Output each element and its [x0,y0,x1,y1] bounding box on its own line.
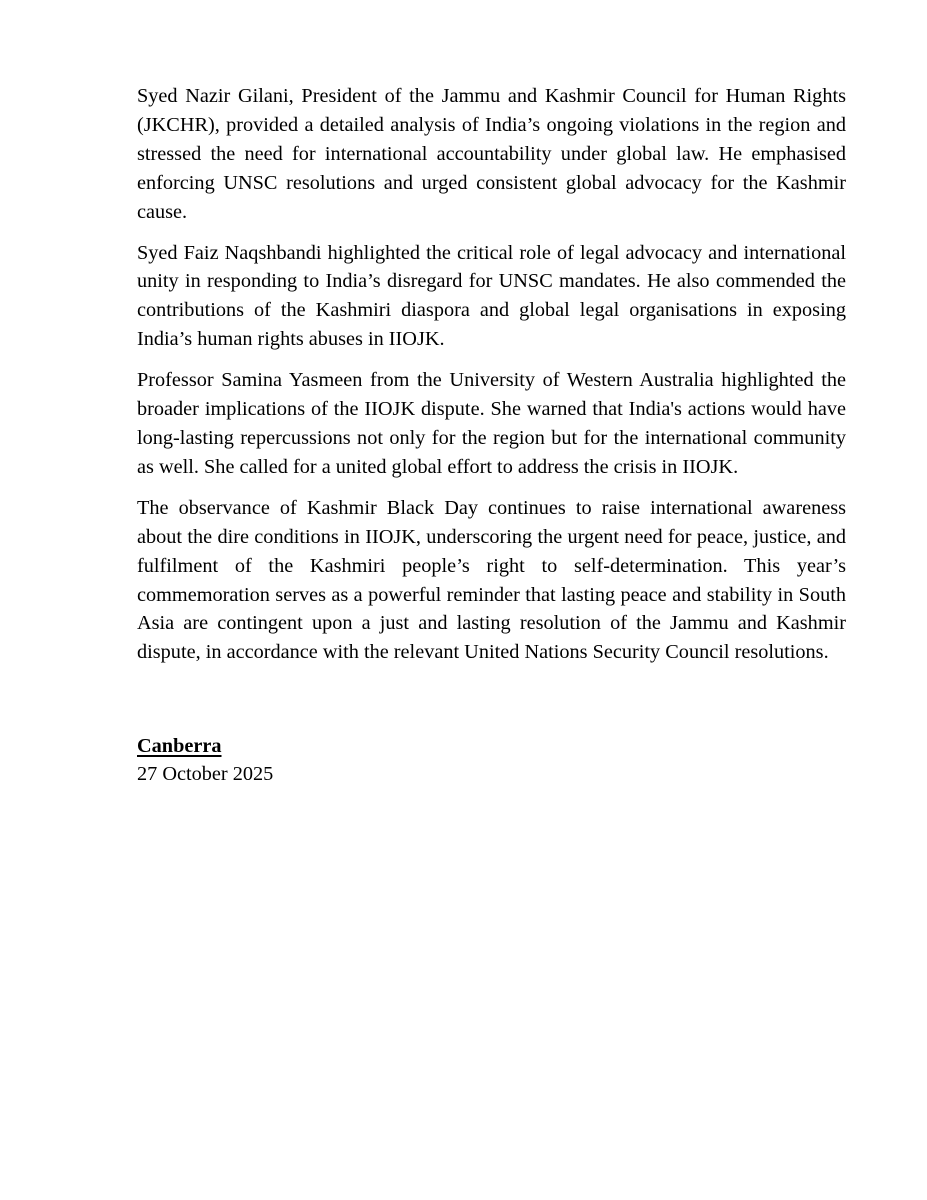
paragraph-naqshbandi: Syed Faiz Naqshbandi highlighted the critical role of legal advocacy and international unity in responding to India’s disregard for UNSC mandates. He also commended the contributions of the Kashmiri diaspora and global legal organisations in exposing India’s human rights abuses in IIOJK. [137,241,846,351]
signoff-block [137,732,846,787]
signoff-place: Canberra [137,735,222,758]
paragraph-gilani: Syed Nazir Gilani, President of the Jammu and Kashmir Council for Human Rights (JKCHR), provided a detailed analysis of India’s ongoing violations in the region and stressed the need for international accountability under global law. He emphasised enforcing UNSC resolutions and urged consistent global advocacy for the Kashmir cause. [137,85,846,223]
signoff-date: 27 October 2025 [137,763,274,786]
document-body [137,82,846,787]
paragraph-black-day: The observance of Kashmir Black Day continues to raise international awareness about the dire conditions in IIOJK, underscoring the urgent need for peace, justice, and fulfilment of the Kashmiri people’s right to self-determination. This year’s commemoration serves as a powerful reminder that lasting peace and stability in South Asia are contingent upon a just and lasting resolution of the Jammu and Kashmir dispute, in accordance with the relevant United Nations Security Council resolutions. [137,496,846,664]
paragraph-yasmeen: Professor Samina Yasmeen from the University of Western Australia highlighted the broader implications of the IIOJK dispute. She warned that India's actions would have long-lasting repercussions not only for the region but for the international community as well. She called for a united global effort to address the crisis in IIOJK. [137,369,846,478]
